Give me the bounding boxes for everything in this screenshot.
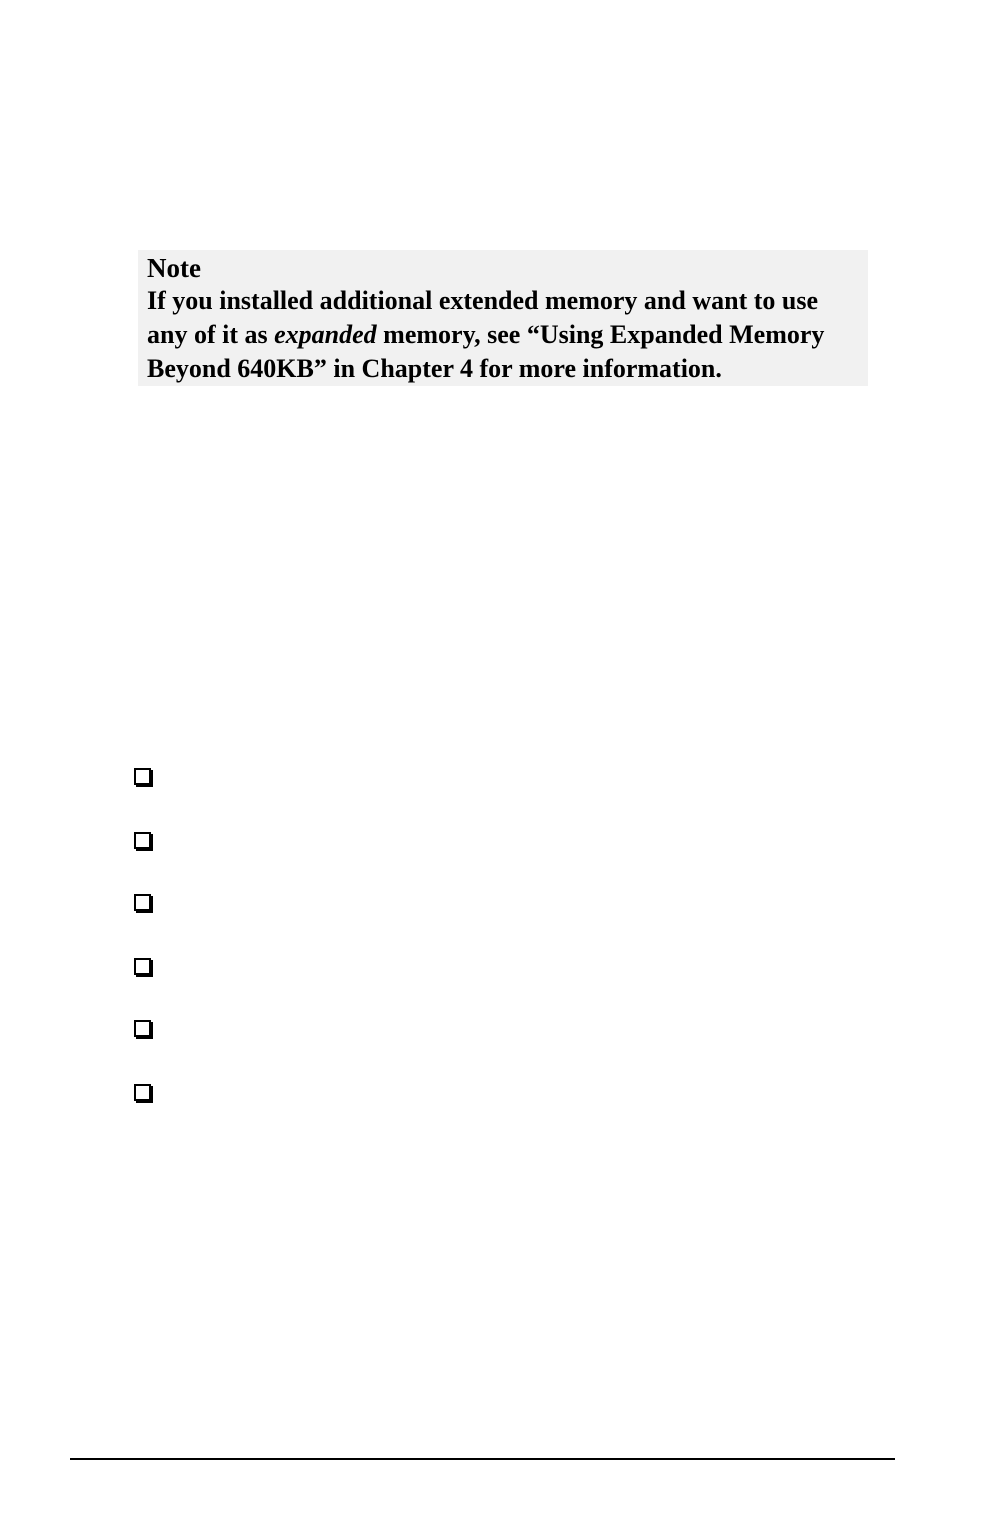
checkbox-2[interactable] (134, 832, 151, 849)
note-line-1: If you installed additional extended memory and want to use (147, 286, 818, 315)
note-line-2-end: memory, see “Using Expanded Memory (376, 320, 825, 349)
note-heading: Note (147, 253, 201, 283)
checkbox-6[interactable] (134, 1084, 151, 1101)
note-body (147, 284, 867, 386)
checkbox-1[interactable] (134, 768, 151, 785)
note-line-2-start: any of it as (147, 320, 275, 349)
footer-rule (70, 1458, 895, 1460)
checkbox-4[interactable] (134, 958, 151, 975)
checkbox-3[interactable] (134, 894, 151, 911)
note-line-2 (147, 318, 867, 352)
note-emphasis-expanded: expanded (274, 320, 377, 349)
note-line-3: Beyond 640KB” in Chapter 4 for more information. (147, 354, 722, 383)
checkbox-5[interactable] (134, 1020, 151, 1037)
